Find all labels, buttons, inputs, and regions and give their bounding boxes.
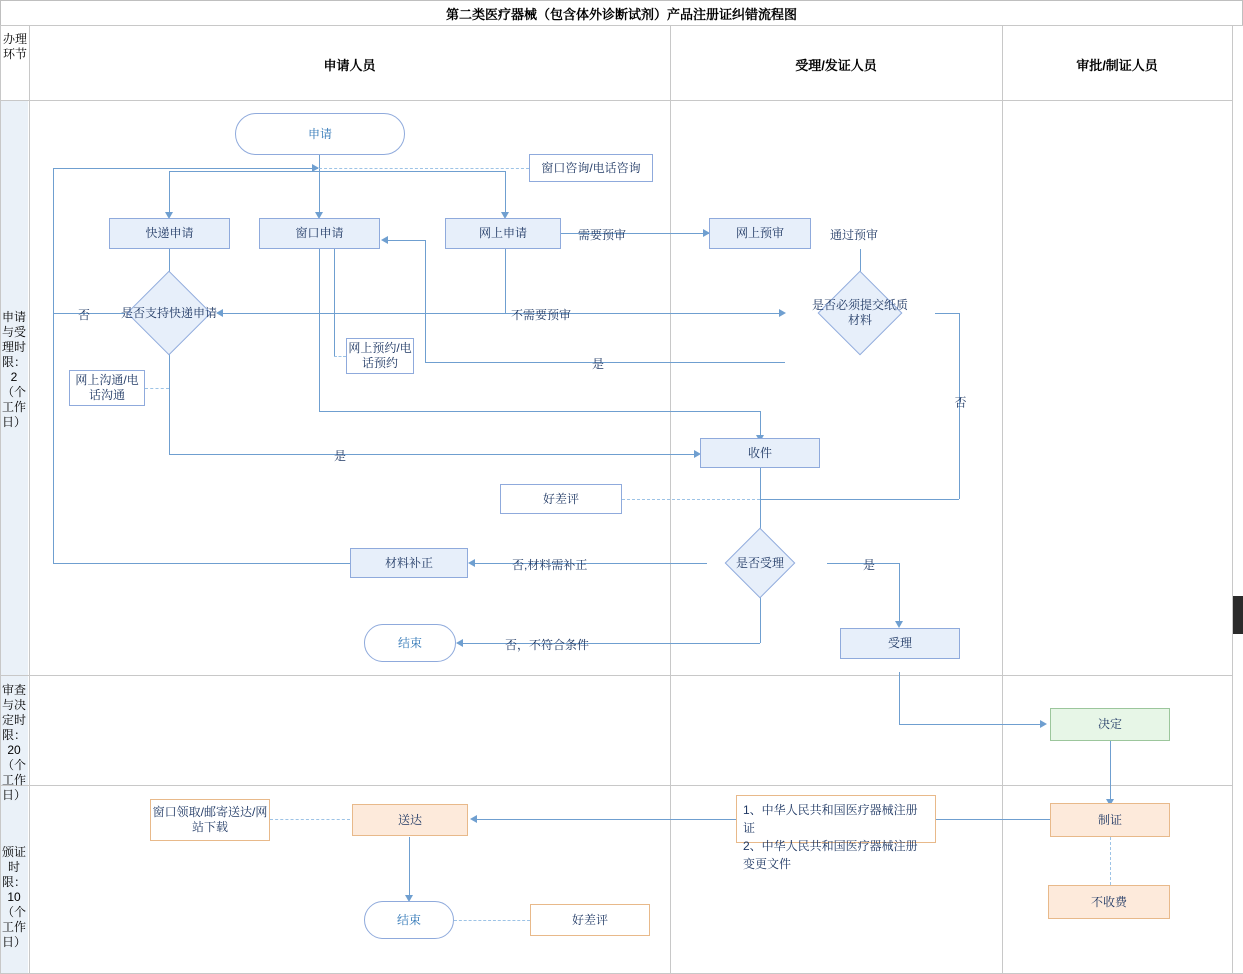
divider	[1232, 25, 1233, 974]
lane-label-issue: 颁证时限：10（个工作日）	[1, 845, 26, 949]
node-doc-list-line1: 1、中华人民共和国医疗器械注册证	[743, 803, 918, 835]
node-express-apply[interactable]: 快递申请	[109, 218, 230, 249]
arrow	[470, 815, 477, 823]
edge-fix-back-h	[53, 563, 350, 564]
node-deliver[interactable]: 送达	[352, 804, 468, 836]
edge-fix-back-v	[53, 168, 54, 563]
edge-decide-h	[899, 724, 1045, 725]
edge-book-v	[334, 240, 335, 356]
node-accept[interactable]: 受理	[840, 628, 960, 659]
edge-spread	[169, 171, 505, 172]
edge-end2-v	[409, 837, 410, 899]
arrow	[456, 639, 463, 647]
edge-label-no-condition: 否，不符合条件	[505, 638, 590, 652]
node-review-rating-2[interactable]: 好差评	[530, 904, 650, 936]
edge-label-no-paper: 否	[953, 396, 967, 408]
node-accept-decision-label: 是否受理	[735, 555, 784, 570]
node-decision[interactable]: 决定	[1050, 708, 1170, 741]
scrollbar-thumb[interactable]	[1233, 596, 1243, 634]
node-make-cert[interactable]: 制证	[1050, 803, 1170, 837]
lane-label-apply: 申请与受理时限：2（个工作日）	[1, 310, 26, 429]
node-accept-decision[interactable]	[722, 530, 798, 596]
edge-to-express	[169, 171, 170, 215]
edge-label-yes-paper: 是	[592, 357, 605, 371]
arrow	[468, 559, 475, 567]
edge-consult-dashed	[319, 168, 529, 169]
col-head-acceptance: 受理/发证人员	[795, 58, 877, 73]
edge-yes-paper	[425, 362, 785, 363]
edge-accept-v	[899, 563, 900, 625]
arrow	[312, 164, 319, 172]
node-no-fee[interactable]: 不收费	[1048, 885, 1170, 919]
divider	[0, 675, 1233, 676]
edge-rating1-dashed	[622, 499, 760, 500]
edge-into-express-dec	[222, 313, 507, 314]
node-online-apply[interactable]: 网上申请	[445, 218, 561, 249]
node-material-fix[interactable]: 材料补正	[350, 548, 468, 578]
node-end-2[interactable]: 结束	[364, 901, 454, 939]
divider	[1002, 25, 1003, 974]
edge-nopre-down	[505, 249, 506, 313]
edge-yes-express-h	[169, 454, 699, 455]
node-must-paper-decision[interactable]	[811, 275, 908, 351]
edge-no-paper-h2	[760, 499, 959, 500]
arrow	[1040, 720, 1047, 728]
edge-label-no-express: 否	[78, 308, 91, 322]
divider	[29, 25, 30, 974]
node-online-communication[interactable]: 网上沟通/电话沟通	[69, 370, 145, 406]
arrow	[895, 621, 903, 628]
arrow	[381, 236, 388, 244]
edge-fix-h	[474, 563, 707, 564]
node-must-paper-label: 是否必须提交纸质材料	[811, 298, 908, 327]
edge-to-online	[505, 171, 506, 215]
edge-label-yes-accept: 是	[863, 558, 876, 572]
node-start[interactable]: 申请	[235, 113, 405, 155]
node-deliver-way[interactable]: 窗口领取/邮寄送达/网站下载	[150, 799, 270, 841]
edge-no-express-top	[53, 168, 318, 169]
node-end-1[interactable]: 结束	[364, 624, 456, 662]
edge-label-no-pre: 不需要预审	[511, 308, 572, 322]
node-support-express-decision[interactable]	[120, 275, 217, 351]
edge-cert-v	[1110, 741, 1111, 803]
edge-label-pass-pre: 通过预审	[830, 228, 879, 242]
edge-label-yes-receive: 是	[334, 449, 347, 463]
edge-label-no-fix: 否,材料需补正	[512, 558, 588, 572]
divider	[0, 25, 1243, 26]
node-doc-list[interactable]	[736, 795, 936, 871]
edge-start-down	[319, 155, 320, 215]
edge-label-need-pre: 需要预审	[578, 228, 627, 242]
edge-decide-v	[899, 672, 900, 724]
edge-way-dashed	[270, 819, 350, 820]
edge-rating2-dashed	[454, 920, 530, 921]
node-review-rating-1[interactable]: 好差评	[500, 484, 622, 514]
divider	[0, 785, 1233, 786]
lane-label-review: 审查与决定时限：20（个工作日）	[1, 683, 26, 802]
edge-yes-paper-v	[425, 240, 426, 362]
node-support-express-label: 是否支持快递申请	[120, 305, 217, 320]
edge-yes-express-v	[169, 340, 170, 454]
col-head-applicant: 申请人员	[323, 58, 376, 73]
node-online-booking[interactable]: 网上预约/电话预约	[346, 338, 414, 374]
edge-no-paper-h	[935, 313, 960, 314]
page-title: 第二类医疗器械（包含体外诊断试剂）产品注册证纠错流程图	[0, 0, 1243, 26]
divider	[0, 100, 1233, 101]
node-online-pre[interactable]: 网上预审	[709, 218, 811, 249]
node-window-apply[interactable]: 窗口申请	[259, 218, 380, 249]
edge-window-down	[319, 249, 320, 411]
arrow	[779, 309, 786, 317]
edge-comm-dashed	[145, 388, 169, 389]
edge-book-dashed	[334, 356, 346, 357]
node-doc-list-line2: 2、中华人民共和国医疗器械注册变更文件	[743, 839, 918, 871]
edge-fee-dashed	[1110, 837, 1111, 885]
col-head-approval: 审批/制证人员	[1076, 58, 1158, 73]
node-consult[interactable]: 窗口咨询/电话咨询	[529, 154, 653, 182]
edge-window-v2	[760, 411, 761, 438]
col-head-stage: 办理环节	[2, 32, 27, 61]
edge-window-h	[319, 411, 761, 412]
edge-yes-paper-h2	[383, 240, 425, 241]
node-receive[interactable]: 收件	[700, 438, 820, 468]
